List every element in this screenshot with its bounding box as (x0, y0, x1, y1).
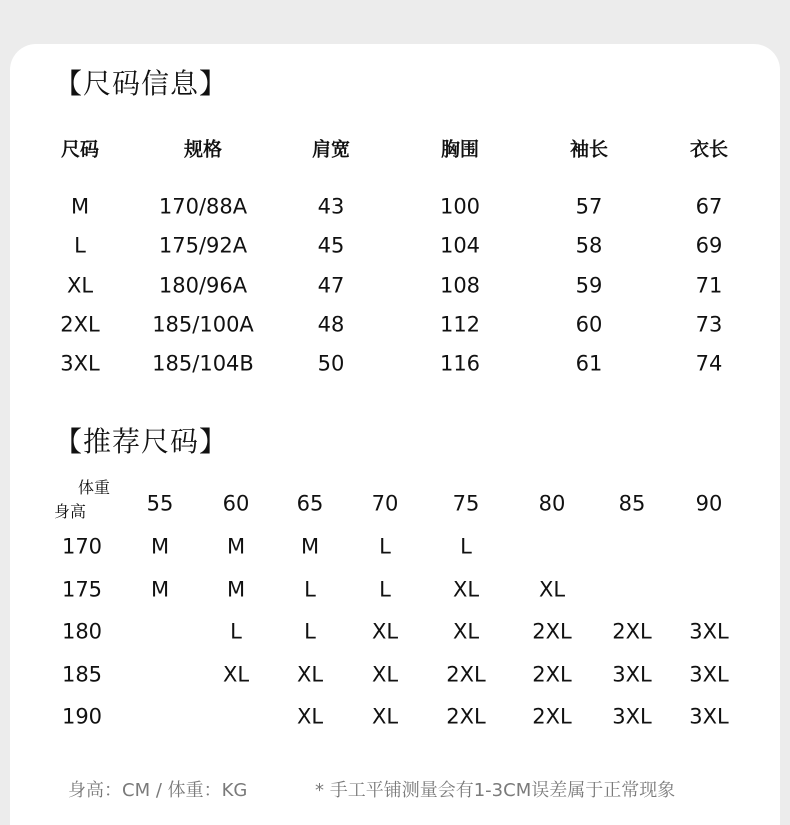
height-cell: 185 (61, 662, 103, 687)
recommend-size-cell: 3XL (689, 662, 729, 687)
size-table-cell: 3XL (60, 351, 100, 376)
size-table-cell: 61 (575, 351, 603, 376)
recommend-size-cell: XL (452, 577, 480, 602)
size-table-cell: 57 (575, 194, 603, 219)
size-header-cell: 规格 (183, 138, 223, 161)
size-table-cell: 170/88A (158, 194, 248, 219)
recommend-size-cell: XL (371, 704, 399, 729)
recommend-size-cell: XL (371, 662, 399, 687)
footer-units: 身高：CM / 体重：KG (68, 780, 248, 801)
recommend-size-cell: 2XL (446, 662, 486, 687)
footer-note: * 手工平铺测量会有1-3CM误差属于正常现象 (315, 780, 676, 801)
height-cell: 190 (61, 704, 103, 729)
recommend-size-cell: 3XL (689, 619, 729, 644)
recommend-size-cell: XL (452, 619, 480, 644)
size-table-cell: 175/92A (158, 233, 248, 258)
recommend-size-cell: 3XL (612, 704, 652, 729)
recommend-title: 【推荐尺码】 (54, 425, 229, 458)
weight-header-cell: 65 (296, 491, 324, 516)
size-header-cell: 袖长 (569, 138, 609, 161)
size-table-cell: M (70, 194, 90, 219)
size-table-cell: 58 (575, 233, 603, 258)
recommend-size-cell: L (379, 534, 391, 559)
size-table-cell: 43 (317, 194, 345, 219)
size-table-cell: 185/104B (152, 351, 254, 376)
height-cell: 175 (61, 577, 103, 602)
recommend-size-cell: 2XL (532, 619, 572, 644)
weight-header-cell: 90 (695, 491, 723, 516)
recommend-size-cell: XL (296, 662, 324, 687)
weight-header-cell: 75 (452, 491, 480, 516)
weight-header-cell: 55 (146, 491, 174, 516)
recommend-size-cell: XL (371, 619, 399, 644)
size-table-cell: L (74, 233, 86, 258)
recommend-size-cell: XL (296, 704, 324, 729)
recommend-size-cell: M (226, 577, 246, 602)
recommend-size-cell: M (150, 534, 170, 559)
recommend-size-cell: 3XL (612, 662, 652, 687)
recommend-size-cell: 3XL (689, 704, 729, 729)
recommend-size-cell: L (379, 577, 391, 602)
height-cell: 170 (61, 534, 103, 559)
recommend-size-cell: L (304, 619, 316, 644)
size-table-cell: 74 (695, 351, 723, 376)
recommend-size-cell: L (230, 619, 242, 644)
size-table-cell: 50 (317, 351, 345, 376)
size-table-cell: 112 (439, 312, 481, 337)
size-table-cell: 47 (317, 273, 345, 298)
recommend-size-cell: XL (538, 577, 566, 602)
recommend-size-cell: M (150, 577, 170, 602)
recommend-size-cell: L (304, 577, 316, 602)
weight-header-cell: 60 (222, 491, 250, 516)
size-table-cell: 67 (695, 194, 723, 219)
size-table-cell: 69 (695, 233, 723, 258)
size-table-cell: 2XL (60, 312, 100, 337)
weight-header-cell: 70 (371, 491, 399, 516)
recommend-size-cell: L (460, 534, 472, 559)
recommend-size-cell: 2XL (532, 704, 572, 729)
size-header-cell: 衣长 (689, 138, 729, 161)
size-table-cell: 104 (439, 233, 481, 258)
size-table-cell: 45 (317, 233, 345, 258)
recommend-size-cell: 2XL (446, 704, 486, 729)
size-header-cell: 尺码 (60, 138, 100, 161)
size-info-title: 【尺码信息】 (54, 67, 229, 100)
recommend-size-cell: 2XL (612, 619, 652, 644)
size-header-cell: 肩宽 (311, 138, 351, 161)
size-table-cell: 73 (695, 312, 723, 337)
recommend-size-cell: XL (222, 662, 250, 687)
weight-header-cell: 85 (618, 491, 646, 516)
size-table-cell: 108 (439, 273, 481, 298)
size-table-cell: 116 (439, 351, 481, 376)
recommend-size-cell: 2XL (532, 662, 572, 687)
recommend-size-cell: M (300, 534, 320, 559)
corner-weight-label: 体重 (78, 478, 111, 497)
size-table-cell: 71 (695, 273, 723, 298)
size-table-cell: 180/96A (158, 273, 248, 298)
weight-header-cell: 80 (538, 491, 566, 516)
size-table-cell: 185/100A (152, 312, 254, 337)
recommend-size-cell: M (226, 534, 246, 559)
size-table-cell: 100 (439, 194, 481, 219)
size-header-cell: 胸围 (440, 138, 480, 161)
height-cell: 180 (61, 619, 103, 644)
size-table-cell: XL (66, 273, 94, 298)
corner-height-label: 身高 (54, 502, 87, 521)
size-table-cell: 48 (317, 312, 345, 337)
size-table-cell: 60 (575, 312, 603, 337)
size-table-cell: 59 (575, 273, 603, 298)
